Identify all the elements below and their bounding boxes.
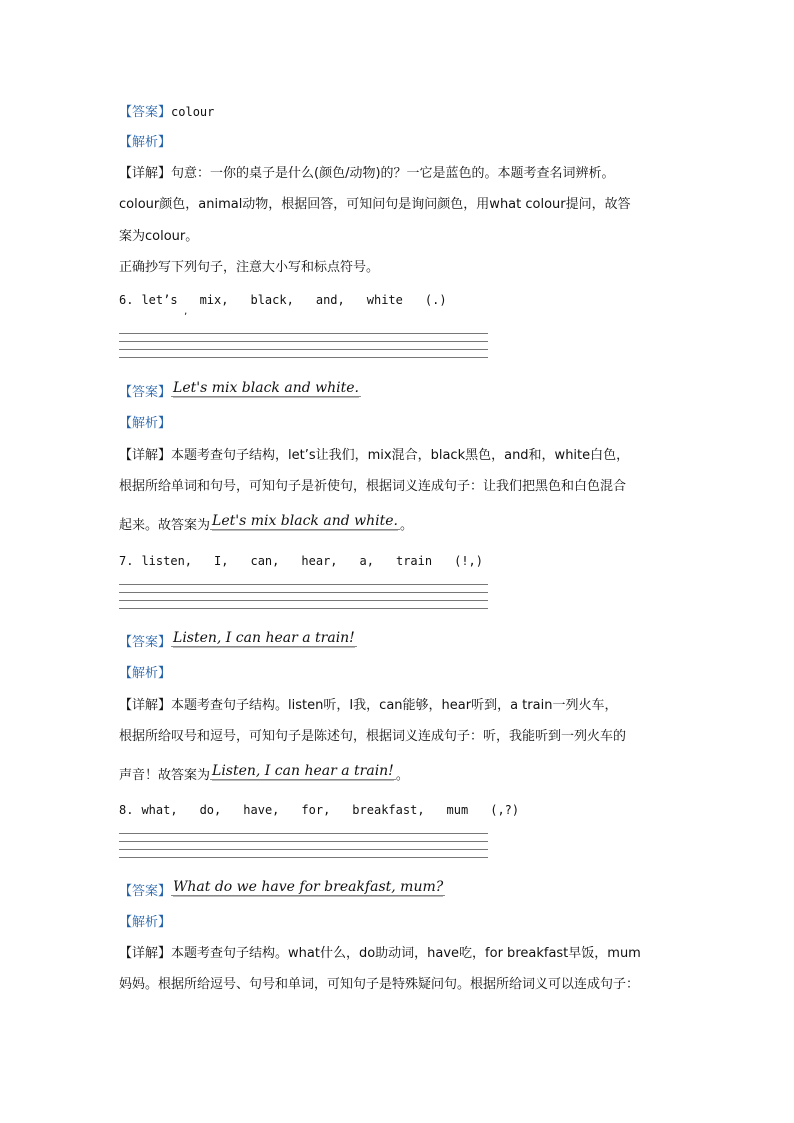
question-word: white bbox=[366, 293, 403, 307]
instruction: 正确抄写下列句子，注意大小写和标点符号。 bbox=[119, 260, 380, 275]
question-word: listen, bbox=[141, 554, 193, 568]
handwritten-answer: Listen, I can hear a train! bbox=[173, 630, 355, 646]
detail-line-2: 根据所给叹号和逗号，可知句子是陈述句，根据词义连成句子：听，我能听到一列火车的 bbox=[119, 729, 627, 744]
handwritten-answer: Listen, I can hear a train! bbox=[212, 763, 394, 779]
detail-text: 。 bbox=[399, 518, 413, 533]
question-word: I, bbox=[214, 554, 229, 568]
question-word: for, bbox=[301, 803, 331, 817]
analysis-tag: 【解析】 bbox=[119, 135, 172, 150]
detail-tag: 【详解】 bbox=[119, 946, 172, 961]
question-6 bbox=[119, 290, 469, 310]
writing-lines bbox=[119, 584, 488, 608]
question-word: a, bbox=[359, 554, 374, 568]
question-punctuation: (,?) bbox=[490, 803, 520, 817]
answer-tag: 【答案】 bbox=[119, 105, 172, 120]
answer-tag: 【答案】 bbox=[119, 635, 172, 650]
writing-lines bbox=[119, 833, 488, 857]
detail-text: 。 bbox=[395, 768, 409, 783]
detail-tag: 【详解】 bbox=[119, 698, 172, 713]
handwritten-answer: Let's mix black and white. bbox=[173, 380, 359, 396]
detail-line-3: 案为colour。 bbox=[119, 229, 199, 244]
question-word: have, bbox=[243, 803, 280, 817]
answer-text: colour bbox=[171, 105, 215, 119]
detail-text: 本题考查句子结构，let’s让我们，mix混合，black黑色，and和，white白色， bbox=[171, 448, 630, 463]
question-word: black, bbox=[250, 293, 294, 307]
detail-text: 声音！故答案为 bbox=[119, 768, 211, 783]
question-punctuation: (.) bbox=[424, 293, 447, 307]
question-8 bbox=[119, 800, 541, 820]
analysis-tag: 【解析】 bbox=[119, 666, 172, 681]
detail-text: 句意：一你的桌子是什么(颜色/动物)的？一它是蓝色的。本题考查名词辨析。 bbox=[171, 166, 615, 181]
answer-line bbox=[119, 630, 357, 653]
question-word: let’s bbox=[141, 293, 178, 307]
answer-tag: 【答案】 bbox=[119, 884, 172, 899]
handwritten-answer: Let's mix black and white. bbox=[212, 513, 398, 529]
detail-text: 本题考查句子结构。what什么，do助动词，have吃，for breakfast早饭，mum bbox=[171, 946, 641, 961]
answer-tag: 【答案】 bbox=[119, 385, 172, 400]
detail-line-2: 妈妈。根据所给逗号、句号和单词，可知句子是特殊疑问句。根据所给词义可以连成句子： bbox=[119, 977, 640, 992]
detail-line-3 bbox=[119, 763, 409, 786]
question-punctuation: (!,) bbox=[454, 554, 483, 568]
question-number: 6. bbox=[119, 293, 134, 307]
question-word: what, bbox=[141, 803, 178, 817]
answer-line bbox=[119, 102, 214, 123]
detail-text: 本题考查句子结构。listen听，I我，can能够，hear听到，a train一列火车， bbox=[171, 698, 618, 713]
analysis-tag: 【解析】 bbox=[119, 416, 172, 431]
detail-line-1 bbox=[119, 944, 641, 964]
question-number: 7. bbox=[119, 554, 134, 568]
question-word: mix, bbox=[199, 293, 229, 307]
answer-line bbox=[119, 380, 361, 403]
detail-line-2: 根据所给单词和句号，可知句子是祈使句，根据词义连成句子：让我们把黑色和白色混合 bbox=[119, 479, 627, 494]
question-7 bbox=[119, 551, 505, 571]
question-word: do, bbox=[199, 803, 222, 817]
question-word: can, bbox=[250, 554, 280, 568]
question-word: and, bbox=[315, 293, 345, 307]
detail-line-1 bbox=[119, 696, 617, 716]
question-word: hear, bbox=[301, 554, 338, 568]
question-word: breakfast, bbox=[352, 803, 425, 817]
handwritten-answer: What do we have for breakfast, mum? bbox=[173, 879, 444, 895]
question-word: train bbox=[395, 554, 433, 568]
detail-line-1 bbox=[119, 164, 615, 184]
question-number: 8. bbox=[119, 803, 134, 817]
detail-text: 起来。故答案为 bbox=[119, 518, 211, 533]
detail-line-1 bbox=[119, 446, 629, 466]
comma-mark: ‚ bbox=[184, 306, 188, 317]
question-word: mum bbox=[446, 803, 469, 817]
detail-line-2: colour颜色，animal动物，根据回答，可知问句是询问颜色，用what colour提问，故答 bbox=[119, 197, 631, 212]
detail-tag: 【详解】 bbox=[119, 448, 172, 463]
answer-line bbox=[119, 879, 445, 902]
writing-lines bbox=[119, 333, 488, 357]
detail-tag: 【详解】 bbox=[119, 166, 172, 181]
analysis-tag: 【解析】 bbox=[119, 915, 172, 930]
detail-line-3 bbox=[119, 513, 413, 536]
